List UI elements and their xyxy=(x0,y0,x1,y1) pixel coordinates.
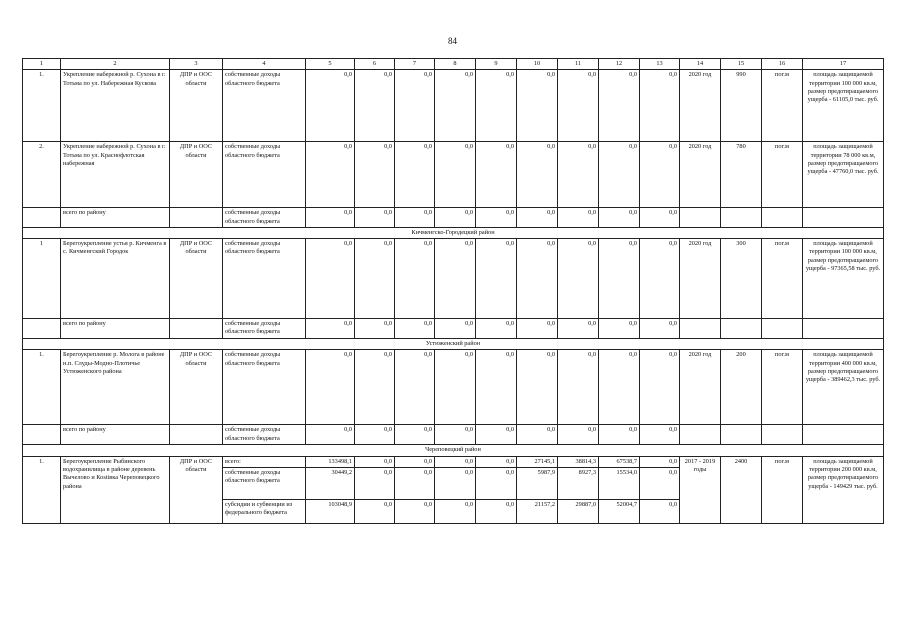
budget-value: 0,0 xyxy=(640,208,680,228)
section-row xyxy=(23,445,884,456)
funding-source: собственные доходы областного бюджета xyxy=(223,208,306,228)
section-row xyxy=(23,339,884,350)
result-note: площадь защищаемой территории 200 000 кв.м, размер предотвращаемого ущерба - 149429 тыс. руб. xyxy=(803,456,884,523)
budget-value: 0,0 xyxy=(599,142,640,208)
responsible-org: ДПР и ООС области xyxy=(170,142,223,208)
header-cell: 14 xyxy=(680,59,721,70)
budget-value: 0,0 xyxy=(395,319,435,339)
row-index: 1 xyxy=(23,239,61,319)
budget-value: 0,0 xyxy=(599,239,640,319)
responsible-org: ДПР и ООС области xyxy=(170,456,223,523)
budget-value: 0,0 xyxy=(476,208,517,228)
empty-cell xyxy=(721,425,762,445)
budget-value: 0,0 xyxy=(517,142,558,208)
budget-value: 0,0 xyxy=(558,142,599,208)
header-cell: 4 xyxy=(223,59,306,70)
funding-source: собственные доходы областного бюджета xyxy=(223,142,306,208)
table-row xyxy=(23,142,884,208)
period: 2020 год xyxy=(680,70,721,142)
budget-table xyxy=(22,58,884,524)
budget-value: 21157,2 xyxy=(517,500,558,524)
budget-value: 0,0 xyxy=(476,456,517,467)
budget-value: 0,0 xyxy=(395,142,435,208)
total-label: всего по району xyxy=(61,425,170,445)
project-name: Берегоукрепление устья р. Кичменга в с. Кичменгский Городок xyxy=(61,239,170,319)
row-index: 1. xyxy=(23,350,61,425)
empty-cell xyxy=(680,208,721,228)
budget-value: 0,0 xyxy=(599,350,640,425)
responsible-org: ДПР и ООС области xyxy=(170,70,223,142)
budget-value: 0,0 xyxy=(558,319,599,339)
budget-value: 0,0 xyxy=(306,142,355,208)
budget-value: 0,0 xyxy=(395,456,435,467)
section-title: Череповецкий район xyxy=(23,445,884,456)
budget-value: 0,0 xyxy=(435,208,476,228)
budget-value: 0,0 xyxy=(306,239,355,319)
table-row xyxy=(23,456,884,467)
budget-value: 0,0 xyxy=(355,468,395,500)
budget-value: 0,0 xyxy=(435,319,476,339)
budget-value: 29887,0 xyxy=(558,500,599,524)
section-title: Устюженский район xyxy=(23,339,884,350)
budget-value: 0,0 xyxy=(435,425,476,445)
header-cell: 6 xyxy=(355,59,395,70)
budget-value: 0,0 xyxy=(517,70,558,142)
budget-value: 0,0 xyxy=(517,425,558,445)
header-cell: 17 xyxy=(803,59,884,70)
budget-value: 0,0 xyxy=(640,319,680,339)
empty-cell xyxy=(170,208,223,228)
empty-cell xyxy=(803,425,884,445)
budget-value: 0,0 xyxy=(395,500,435,524)
header-cell: 16 xyxy=(762,59,803,70)
empty-cell xyxy=(23,425,61,445)
budget-value: 0,0 xyxy=(599,70,640,142)
total-label: всего по району xyxy=(61,319,170,339)
budget-value: 0,0 xyxy=(558,239,599,319)
empty-cell xyxy=(23,319,61,339)
funding-source: собственные доходы областного бюджета xyxy=(223,70,306,142)
budget-value: 0,0 xyxy=(355,208,395,228)
budget-value: 133498,1 xyxy=(306,456,355,467)
budget-value: 0,0 xyxy=(476,468,517,500)
budget-value: 0,0 xyxy=(640,70,680,142)
budget-value: 0,0 xyxy=(355,319,395,339)
result-note: площадь защищаемой территории 78 000 кв.м, размер предотвращаемого ущерба - 47760,0 тыс. руб. xyxy=(803,142,884,208)
budget-value: 0,0 xyxy=(355,142,395,208)
budget-value: 0,0 xyxy=(476,425,517,445)
empty-cell xyxy=(803,319,884,339)
budget-value: 0,0 xyxy=(476,319,517,339)
header-cell: 12 xyxy=(599,59,640,70)
district-total-row xyxy=(23,208,884,228)
budget-value: 0,0 xyxy=(476,500,517,524)
budget-value: 0,0 xyxy=(395,425,435,445)
header-cell: 1 xyxy=(23,59,61,70)
period: 2017 - 2019 годы xyxy=(680,456,721,523)
header-cell: 9 xyxy=(476,59,517,70)
budget-value: 0,0 xyxy=(640,350,680,425)
header-cell: 8 xyxy=(435,59,476,70)
district-total-row xyxy=(23,425,884,445)
total-label: всего по району xyxy=(61,208,170,228)
budget-value: 0,0 xyxy=(558,70,599,142)
unit: пог.м xyxy=(762,239,803,319)
budget-value: 52004,7 xyxy=(599,500,640,524)
length-value: 300 xyxy=(721,239,762,319)
empty-cell xyxy=(762,319,803,339)
budget-value: 0,0 xyxy=(435,70,476,142)
header-cell: 3 xyxy=(170,59,223,70)
empty-cell xyxy=(680,319,721,339)
header-cell: 7 xyxy=(395,59,435,70)
unit: пог.м xyxy=(762,456,803,523)
length-value: 2400 xyxy=(721,456,762,523)
header-cell: 10 xyxy=(517,59,558,70)
project-name: Берегоукрепление р. Молога в районе н.п. Слуды-Модно-Плотичье Устюженского района xyxy=(61,350,170,425)
header-cell: 15 xyxy=(721,59,762,70)
budget-value: 0,0 xyxy=(355,70,395,142)
empty-cell xyxy=(170,425,223,445)
period: 2020 год xyxy=(680,142,721,208)
project-name: Берегоукрепление Рыбинского водохранилища в районе деревень Вычелово и Коstiвка Череповецкого района xyxy=(61,456,170,523)
empty-cell xyxy=(762,425,803,445)
budget-value: 38814,3 xyxy=(558,456,599,467)
empty-cell xyxy=(762,208,803,228)
budget-value: 0,0 xyxy=(599,319,640,339)
budget-value: 30449,2 xyxy=(306,468,355,500)
budget-value: 0,0 xyxy=(517,208,558,228)
budget-value: 0,0 xyxy=(517,350,558,425)
budget-value: 0,0 xyxy=(640,142,680,208)
budget-value: 0,0 xyxy=(435,468,476,500)
budget-value: 0,0 xyxy=(306,350,355,425)
table-row xyxy=(23,70,884,142)
budget-value: 0,0 xyxy=(306,319,355,339)
budget-value: 67538,7 xyxy=(599,456,640,467)
header-row xyxy=(23,59,884,70)
result-note: площадь защищаемой территории 100 000 кв.м, размер предотвращаемого ущерба - 97365,58 тыс. руб. xyxy=(803,239,884,319)
budget-value: 0,0 xyxy=(640,456,680,467)
budget-value: 0,0 xyxy=(599,208,640,228)
budget-value: 0,0 xyxy=(640,500,680,524)
budget-value: 0,0 xyxy=(476,142,517,208)
budget-value: 0,0 xyxy=(640,468,680,500)
budget-value: 0,0 xyxy=(395,70,435,142)
budget-value: 0,0 xyxy=(435,456,476,467)
budget-value: 8927,3 xyxy=(558,468,599,500)
budget-value: 0,0 xyxy=(476,70,517,142)
header-cell: 5 xyxy=(306,59,355,70)
empty-cell xyxy=(721,319,762,339)
budget-value: 0,0 xyxy=(476,239,517,319)
section-row xyxy=(23,227,884,238)
budget-value: 0,0 xyxy=(640,425,680,445)
budget-value: 0,0 xyxy=(558,425,599,445)
project-name: Укрепление набережной р. Сухона в г. Тотьма по ул. Набережная Кускова xyxy=(61,70,170,142)
unit: пог.м xyxy=(762,350,803,425)
budget-value: 0,0 xyxy=(306,425,355,445)
unit: пог.м xyxy=(762,70,803,142)
budget-value: 27145,1 xyxy=(517,456,558,467)
empty-cell xyxy=(680,425,721,445)
funding-source: собственные доходы областного бюджета xyxy=(223,319,306,339)
length-value: 200 xyxy=(721,350,762,425)
budget-value: 0,0 xyxy=(395,350,435,425)
period: 2020 год xyxy=(680,239,721,319)
row-index: 1. xyxy=(23,70,61,142)
budget-value: 0,0 xyxy=(558,208,599,228)
budget-value: 0,0 xyxy=(599,425,640,445)
table-row xyxy=(23,350,884,425)
budget-value: 0,0 xyxy=(355,350,395,425)
row-index: 1. xyxy=(23,456,61,523)
budget-value: 15534,0 xyxy=(599,468,640,500)
budget-value: 0,0 xyxy=(395,208,435,228)
page-number: 84 xyxy=(448,36,457,46)
budget-value: 0,0 xyxy=(558,350,599,425)
budget-value: 0,0 xyxy=(517,239,558,319)
funding-source: собственные доходы областного бюджета xyxy=(223,350,306,425)
empty-cell xyxy=(721,208,762,228)
budget-value: 0,0 xyxy=(355,425,395,445)
result-note: площадь защищаемой территории 400 000 кв.м, размер предотвращаемого ущерба - 389462,3 тыс. руб. xyxy=(803,350,884,425)
table-row xyxy=(23,239,884,319)
header-cell: 11 xyxy=(558,59,599,70)
length-value: 990 xyxy=(721,70,762,142)
row-index: 2. xyxy=(23,142,61,208)
empty-cell xyxy=(170,319,223,339)
unit: пог.м xyxy=(762,142,803,208)
budget-value: 0,0 xyxy=(517,319,558,339)
budget-value: 0,0 xyxy=(395,468,435,500)
budget-value: 0,0 xyxy=(435,500,476,524)
result-note: площадь защищаемой территории 100 000 кв.м, размер предотвращаемого ущерба - 61105,0 тыс. руб. xyxy=(803,70,884,142)
header-cell: 13 xyxy=(640,59,680,70)
funding-source: всего: xyxy=(223,456,306,467)
budget-value: 0,0 xyxy=(395,239,435,319)
budget-value: 5987,9 xyxy=(517,468,558,500)
period: 2020 год xyxy=(680,350,721,425)
budget-value: 0,0 xyxy=(355,500,395,524)
funding-source: собственные доходы областного бюджета xyxy=(223,239,306,319)
budget-value: 0,0 xyxy=(476,350,517,425)
funding-source: субсидии и субвенции из федерального бюджета xyxy=(223,500,306,524)
budget-value: 0,0 xyxy=(355,456,395,467)
section-title: Кичменгско-Городецкий район xyxy=(23,227,884,238)
budget-value: 0,0 xyxy=(640,239,680,319)
district-total-row xyxy=(23,319,884,339)
length-value: 780 xyxy=(721,142,762,208)
header-cell: 2 xyxy=(61,59,170,70)
budget-value: 0,0 xyxy=(306,70,355,142)
funding-source: собственные доходы областного бюджета xyxy=(223,425,306,445)
budget-value: 0,0 xyxy=(355,239,395,319)
budget-value: 0,0 xyxy=(306,208,355,228)
responsible-org: ДПР и ООС области xyxy=(170,350,223,425)
budget-value: 103048,9 xyxy=(306,500,355,524)
empty-cell xyxy=(803,208,884,228)
responsible-org: ДПР и ООС области xyxy=(170,239,223,319)
budget-value: 0,0 xyxy=(435,142,476,208)
budget-value: 0,0 xyxy=(435,239,476,319)
funding-source: собственные доходы областного бюджета xyxy=(223,468,306,500)
budget-value: 0,0 xyxy=(435,350,476,425)
empty-cell xyxy=(23,208,61,228)
project-name: Укрепление набережной р. Сухона в г. Тотьма по ул. Краснофлотская набережная xyxy=(61,142,170,208)
